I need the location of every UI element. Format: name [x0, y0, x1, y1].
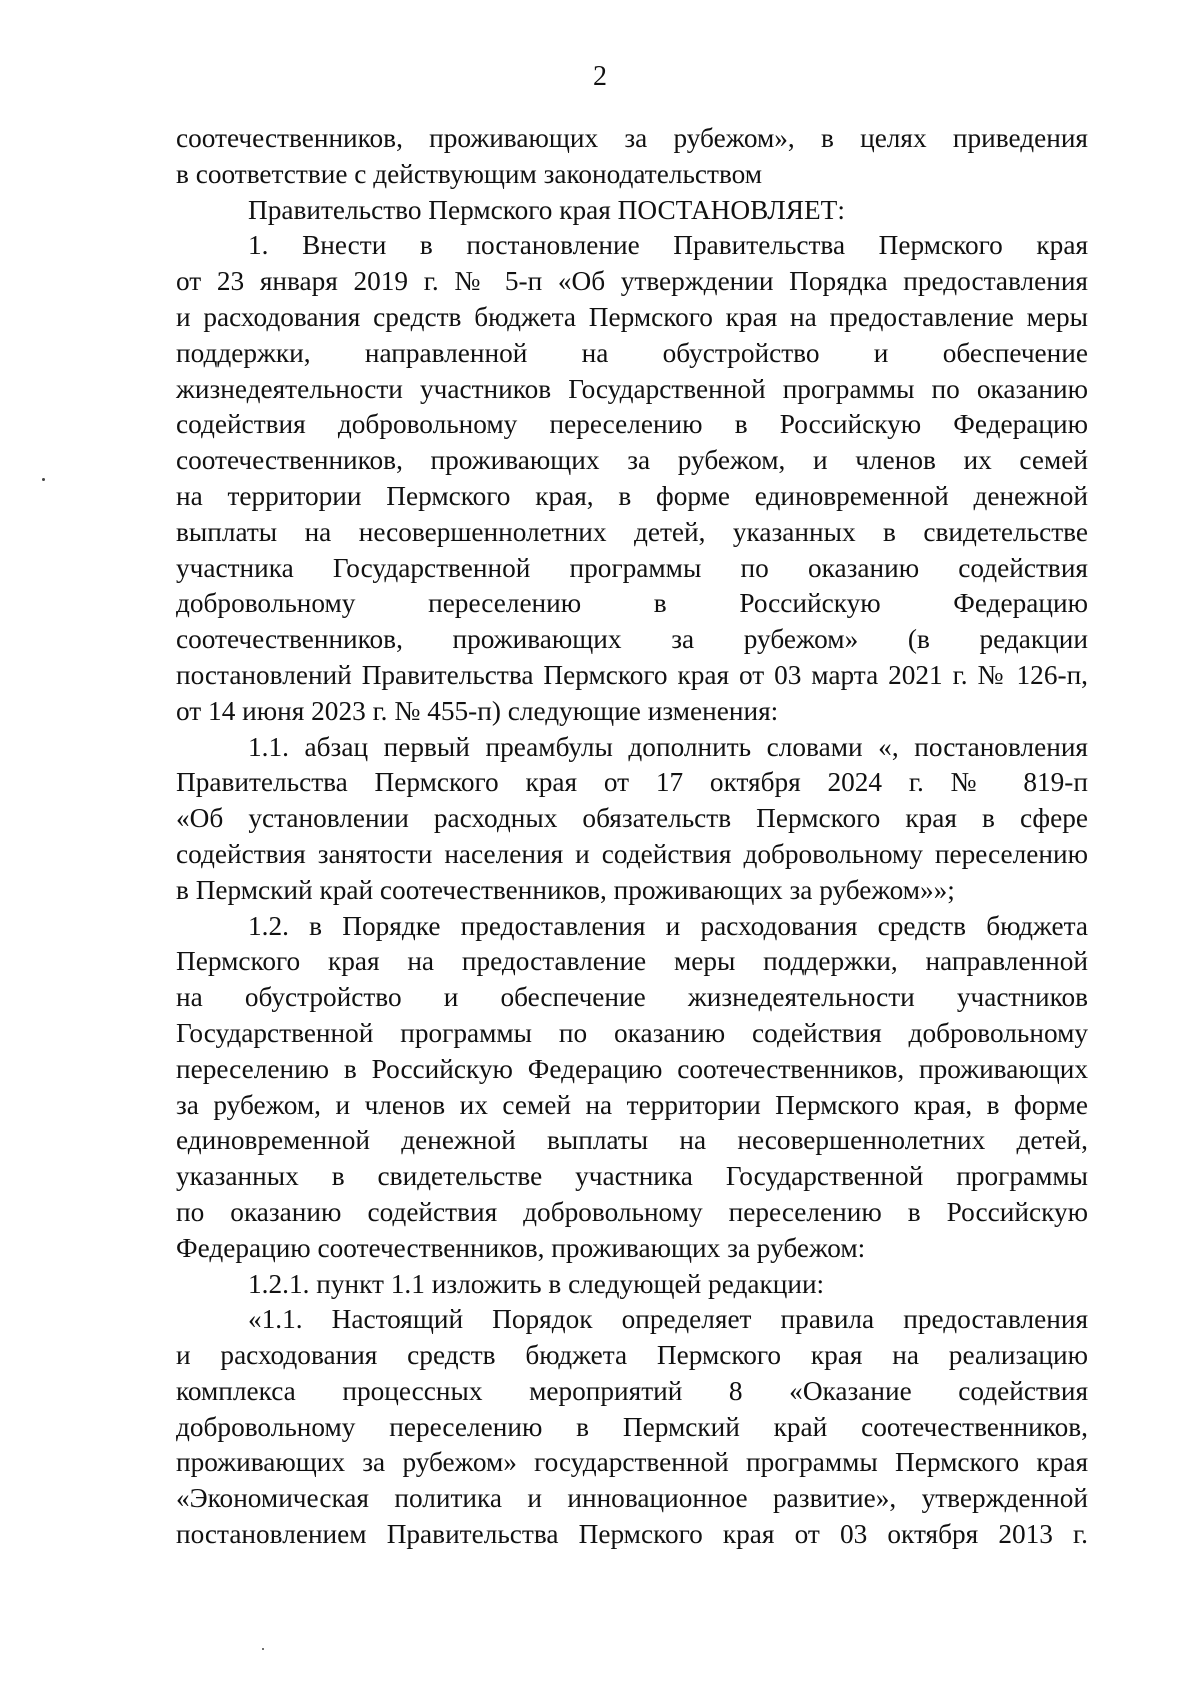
text-line: добровольному переселению в Российскую Федерацию: [176, 588, 1088, 619]
text-line: указанных в свидетельстве участника Государственной программы: [176, 1161, 1088, 1192]
document-body: [176, 121, 1088, 1553]
text-line: выплаты на несовершеннолетних детей, указанных в свидетельстве: [176, 516, 1088, 547]
text-line: 1.2.1. пункт 1.1 изложить в следующей редакции:: [248, 1268, 825, 1299]
text-line: добровольному переселению в Пермский край соотечественников,: [176, 1411, 1088, 1442]
text-line: участника Государственной программы по оказанию содействия: [176, 552, 1088, 583]
text-line: 1. Внести в постановление Правительства Пермского края: [248, 230, 1088, 261]
text-line: Федерацию соотечественников, проживающих за рубежом:: [176, 1232, 866, 1263]
text-line: на обустройство и обеспечение жизнедеятельности участников: [176, 982, 1088, 1013]
text-line: 1.1. абзац первый преамбулы дополнить словами «, постановления: [248, 731, 1088, 762]
text-line: и расходования средств бюджета Пермского края на реализацию: [176, 1340, 1088, 1371]
text-line: 1.2. в Порядке предоставления и расходования средств бюджета: [248, 910, 1088, 941]
text-line: от 23 января 2019 г. № 5-п «Об утверждении Порядка предоставления: [176, 266, 1088, 297]
text-line: соотечественников, проживающих за рубежом, и членов их семей: [176, 445, 1088, 476]
text-line: постановлений Правительства Пермского края от 03 марта 2021 г. № 126-п,: [176, 659, 1088, 690]
text-line: по оказанию содействия добровольному переселению в Российскую: [176, 1196, 1088, 1227]
text-line: от 14 июня 2023 г. № 455-п) следующие изменения:: [176, 695, 779, 726]
page-number: 2: [593, 61, 607, 92]
text-line: Государственной программы по оказанию содействия добровольному: [176, 1017, 1088, 1048]
text-line: Правительства Пермского края от 17 октября 2024 г. № 819-п: [176, 767, 1088, 798]
text-line: комплекса процессных мероприятий 8 «Оказание содействия: [176, 1375, 1088, 1406]
text-line: «Экономическая политика и инновационное развитие», утвержденной: [176, 1483, 1088, 1514]
text-line: проживающих за рубежом» государственной программы Пермского края: [176, 1447, 1088, 1478]
text-line: «1.1. Настоящий Порядок определяет правила предоставления: [248, 1304, 1088, 1335]
text-line: единовременной денежной выплаты на несовершеннолетних детей,: [176, 1125, 1088, 1156]
text-line: поддержки, направленной на обустройство и обеспечение: [176, 337, 1088, 368]
text-line: содействия занятости населения и содействия добровольному переселению: [176, 838, 1088, 869]
text-line: и расходования средств бюджета Пермского края на предоставление меры: [176, 301, 1088, 332]
text-line: соотечественников, проживающих за рубежом» (в редакции: [176, 624, 1088, 655]
text-line: содействия добровольному переселению в Российскую Федерацию: [176, 409, 1088, 440]
text-line: на территории Пермского края, в форме единовременной денежной: [176, 480, 1088, 511]
text-line: за рубежом, и членов их семей на территории Пермского края, в форме: [176, 1089, 1088, 1120]
text-line: в соответствие с действующим законодательством: [176, 158, 763, 189]
text-line: переселению в Российскую Федерацию соотечественников, проживающих: [176, 1053, 1088, 1084]
scan-speck: [42, 478, 45, 481]
scan-speck: [262, 1648, 264, 1650]
text-line: постановлением Правительства Пермского края от 03 октября 2013 г.: [176, 1519, 1088, 1550]
text-line: Правительство Пермского края ПОСТАНОВЛЯЕТ:: [248, 194, 845, 225]
text-line: Пермского края на предоставление меры поддержки, направленной: [176, 946, 1088, 977]
text-line: жизнедеятельности участников Государственной программы по оказанию: [176, 373, 1088, 404]
text-line: соотечественников, проживающих за рубежом», в целях приведения: [176, 123, 1088, 153]
text-line: «Об установлении расходных обязательств Пермского края в сфере: [176, 803, 1088, 834]
text-line: в Пермский край соотечественников, проживающих за рубежом»»;: [176, 874, 955, 905]
